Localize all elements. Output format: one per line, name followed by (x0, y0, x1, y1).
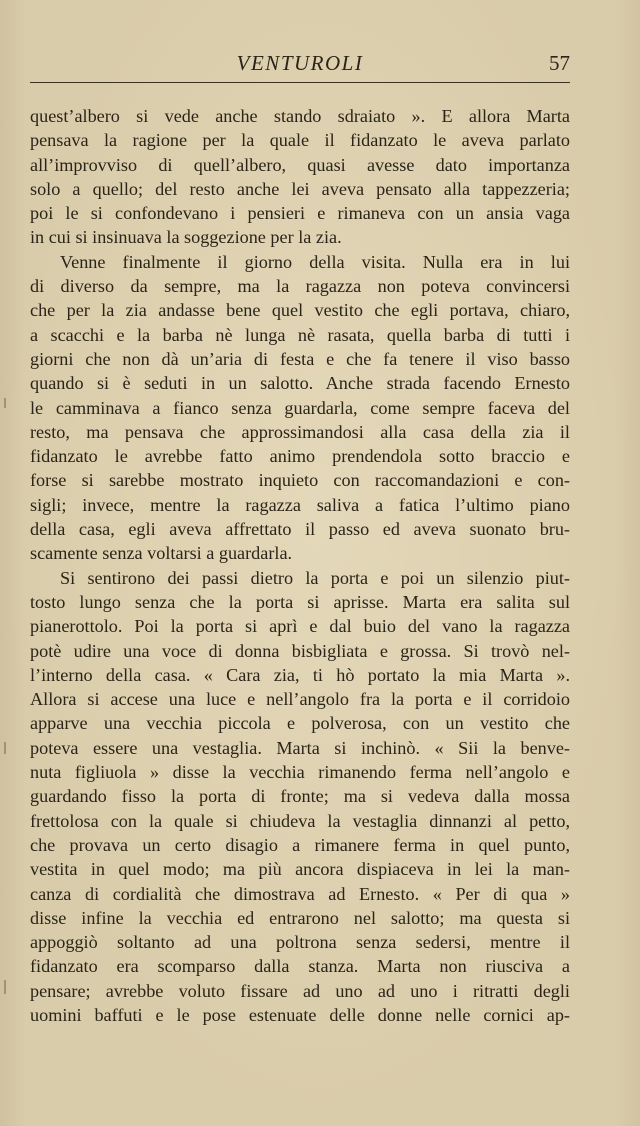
text-line: guardando fisso la porta di fronte; ma si vedeva dalla mossa (30, 786, 570, 807)
text-line: Allora si accese una luce e nell’angolo fra la porta e il corridoio (30, 689, 570, 710)
text-line: della casa, egli aveva affrettato il passo ed aveva suonato bru- (30, 519, 570, 540)
text-line: a scacchi e la barba nè lunga nè rasata, quella barba di tutti i (30, 324, 570, 345)
running-head (30, 50, 570, 80)
text-line: solo a quello; del resto anche lei aveva pensato alla tappezzeria; (30, 178, 570, 199)
text-line: appoggiò soltanto ad una poltrona senza sedersi, mentre il (30, 932, 570, 953)
text-line: resto, ma pensava che approssimandosi alla casa della zia il (30, 421, 570, 442)
text-line: forse si sarebbe mostrato inquieto con raccomandazioni e con- (30, 470, 570, 491)
text-line: pianerottolo. Poi la porta si aprì e dal buio del vano la ragazza (30, 616, 570, 637)
text-line: sigli; invece, mentre la ragazza saliva a fatica l’ultimo piano (30, 494, 570, 515)
text-line: nuta figliuola » disse la vecchia rimanendo ferma nell’angolo e (30, 762, 570, 783)
text-line: fidanzato le avrebbe fatto animo prendendola sotto braccio e (30, 446, 570, 467)
text-line: poi le si confondevano i pensieri e rimaneva con un ansia vaga (30, 203, 570, 224)
text-line: potè udire una voce di donna bisbigliata e grossa. Si trovò nel- (30, 640, 570, 661)
text-line: all’improvviso di quell’albero, quasi avesse dato importanza (30, 154, 570, 175)
text-line: l’interno della casa. « Cara zia, ti hò portato la mia Marta ». (30, 664, 570, 685)
text-line: canza di cordialità che dimostrava ad Ernesto. « Per di qua » (30, 883, 570, 904)
running-title: VENTUROLI (236, 51, 364, 75)
text-line: pensare; avrebbe voluto fissare ad uno ad uno i ritratti degli (30, 980, 570, 1001)
page-edge-mark (4, 398, 6, 408)
text-line: quest’albero si vede anche stando sdraiato ». E allora Marta (30, 106, 570, 126)
text-line: le camminava a fianco senza guardarla, come sempre faceva del (30, 397, 570, 418)
text-line: giorni che non dà un’aria di festa e che fa tenere il viso basso (30, 348, 570, 369)
page-edge-mark (4, 742, 6, 754)
text-line: Venne finalmente il giorno della visita. Nulla era in lui (60, 251, 570, 272)
header-rule (30, 82, 570, 83)
text-line: in cui si insinuava la soggezione per la zia. (30, 227, 342, 248)
text-line: Si sentirono dei passi dietro la porta e poi un silenzio piut- (60, 567, 570, 588)
text-line: poteva essere una vestaglia. Marta si inchinò. « Sii la benve- (30, 737, 570, 758)
text-line: fidanzato era scomparso dalla stanza. Marta non riusciva a (30, 956, 570, 977)
text-line: di diverso da sempre, ma la ragazza non poteva convincersi (30, 276, 570, 297)
text-line: uomini baffuti e le pose estenuate delle donne nelle cornici ap- (30, 1004, 570, 1025)
text-line: scamente senza voltarsi a guardarla. (30, 543, 293, 564)
text-line: frettolosa con la quale si chiudeva la vestaglia dinnanzi al petto, (30, 810, 570, 831)
text-line: che per la zia andasse bene quel vestito che egli portava, chiaro, (30, 300, 570, 321)
text-line: tosto lungo senza che la porta si aprisse. Marta era salita sul (30, 591, 570, 612)
page-edge-mark (4, 980, 6, 994)
text-line: vestita in quel modo; ma più ancora dispiaceva in lei la man- (30, 859, 570, 880)
text-line: pensava la ragione per la quale il fidanzato le aveva parlato (30, 130, 570, 151)
text-line: che provava un certo disagio a rimanere ferma in quel punto, (30, 834, 570, 855)
text-line: quando si è seduti in un salotto. Anche strada facendo Ernesto (30, 373, 570, 394)
body-text (30, 104, 570, 1027)
text-line: disse infine la vecchia ed entrarono nel salotto; ma questa si (30, 907, 570, 928)
page-number: 57 (549, 51, 570, 75)
text-line: apparve una vecchia piccola e polverosa, con un vestito che (30, 713, 570, 734)
